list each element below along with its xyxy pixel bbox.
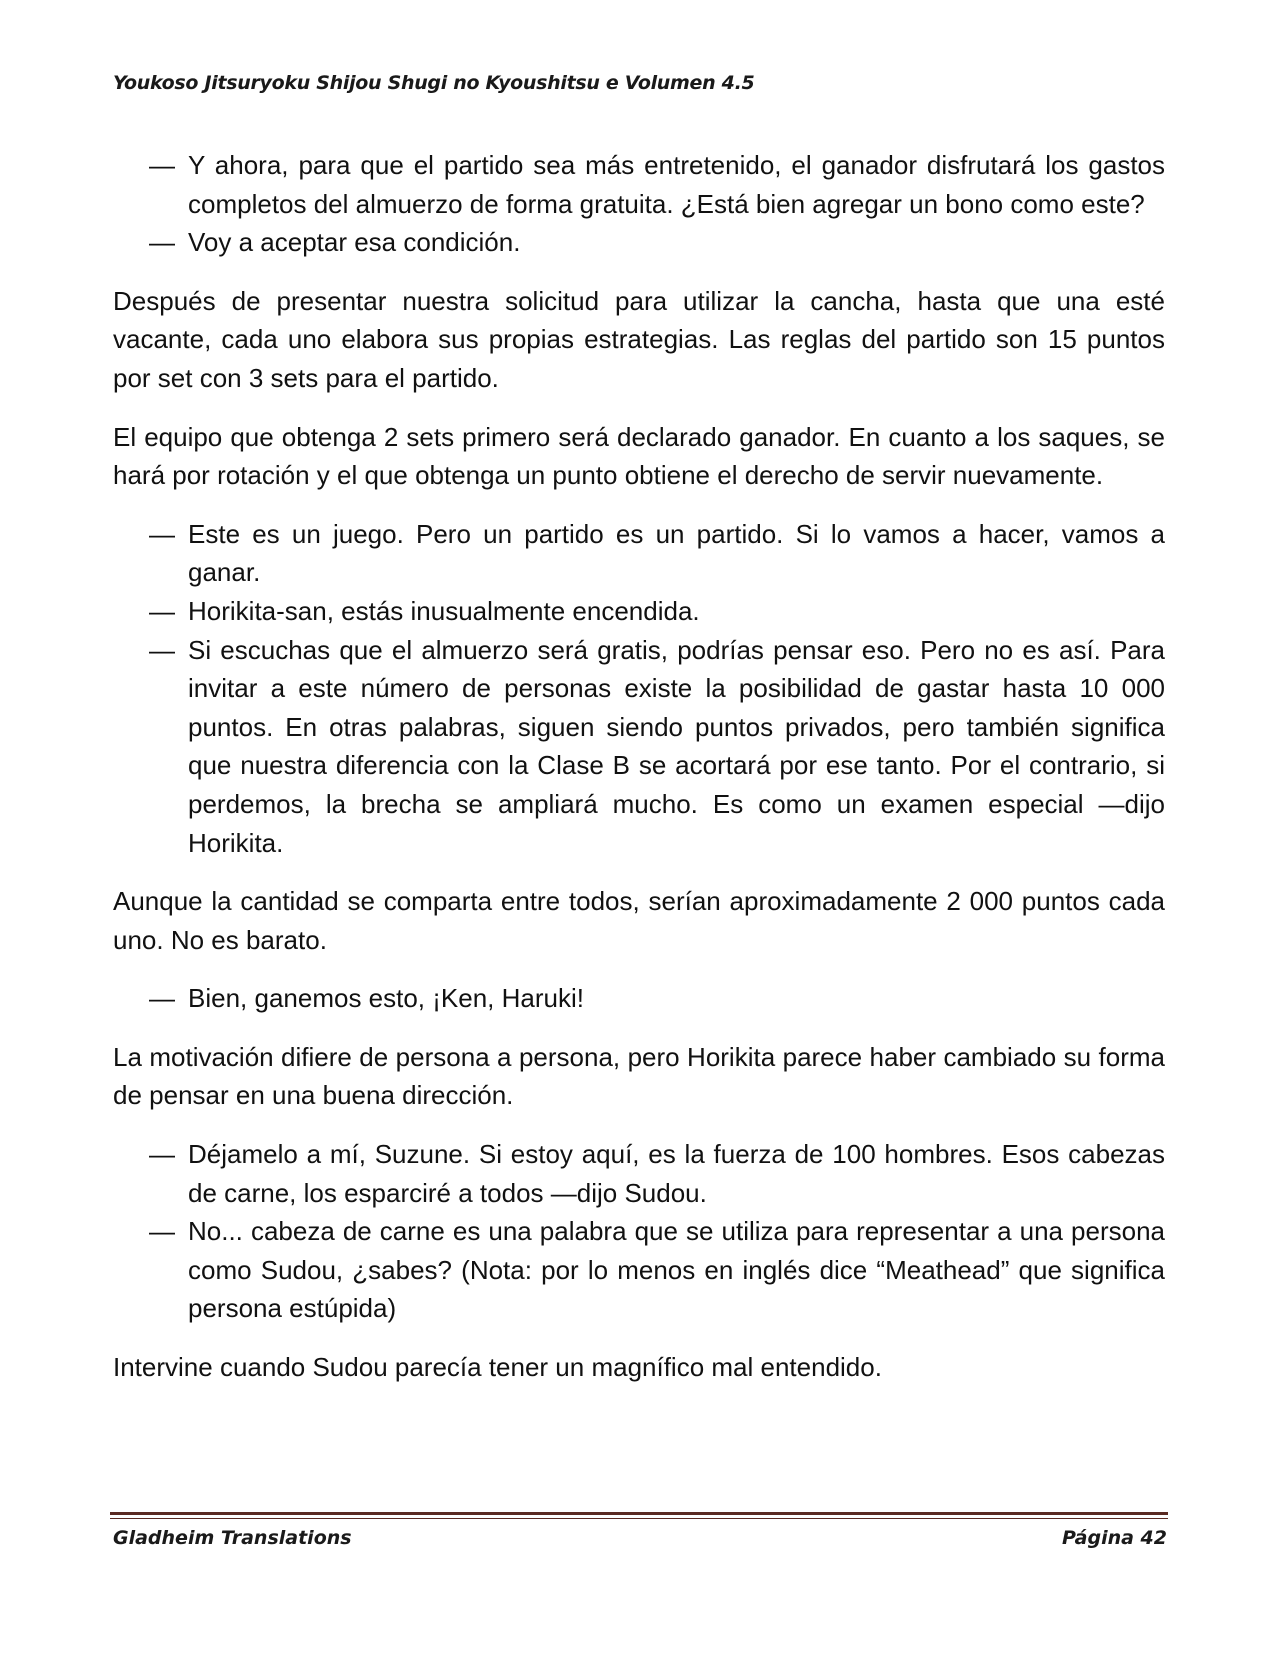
dialog-group (113, 146, 1165, 262)
paragraph: Intervine cuando Sudou parecía tener un magnífico mal entendido. (113, 1352, 882, 1383)
dialog-text: Horikita-san, estás inusualmente encendida. (188, 595, 700, 626)
dialog-group (113, 979, 1165, 1018)
paragraph: Aunque la cantidad se comparta entre todos, serían aproximadamente 2 000 puntos cada uno. No es barato. (113, 886, 1165, 955)
page-body (113, 146, 1165, 1407)
em-dash: — (149, 595, 175, 626)
dialog-text: Si escuchas que el almuerzo será gratis, podrías pensar eso. Pero no es así. Para invitar a este número de personas existe la posibilidad de gastar hasta 10 000 puntos. En otras palabras, siguen siendo puntos privados, pero también significa que nuestra diferencia con la Clase B se acortará por ese tanto. Por el contrario, si perdemos, la brecha se ampliará mucho. Es como un examen especial —dijo Horikita. (188, 634, 1165, 858)
em-dash: — (149, 227, 175, 258)
dialog-text: Y ahora, para que el partido sea más entretenido, el ganador disfrutará los gastos completos del almuerzo de forma gratuita. ¿Está bien agregar un bono como este? (188, 150, 1165, 219)
dialog-group (113, 1135, 1165, 1328)
em-dash: — (149, 983, 175, 1014)
page-number: Página 42 (1061, 1527, 1167, 1549)
dialog-line (113, 979, 1165, 1018)
dialog-line (113, 592, 1165, 631)
dialog-line (113, 631, 1165, 863)
em-dash: — (149, 1216, 175, 1247)
footer-credit: Gladheim Translations (113, 1527, 352, 1549)
em-dash: — (149, 634, 175, 665)
dialog-text: No... cabeza de carne es una palabra que se utiliza para representar a una persona como Sudou, ¿sabes? (Nota: por lo menos en inglés dice “Meathead” que significa persona estúpida) (188, 1216, 1165, 1324)
paragraph: La motivación difiere de persona a persona, pero Horikita parece haber cambiado su forma de pensar en una buena dirección. (113, 1041, 1165, 1111)
paragraph: Después de presentar nuestra solicitud para utilizar la cancha, hasta que una esté vacante, cada uno elabora sus propias estrategias. Las reglas del partido son 15 puntos por set con 3 sets para el partido. (113, 285, 1165, 393)
dialog-line (113, 1135, 1165, 1212)
dialog-text: Voy a aceptar esa condición. (188, 227, 521, 258)
footer-rule (110, 1512, 1168, 1515)
em-dash: — (149, 1139, 175, 1170)
em-dash: — (149, 150, 175, 180)
dialog-line (113, 515, 1165, 592)
dialog-line (113, 223, 1165, 262)
dialog-text: Bien, ganemos esto, ¡Ken, Haruki! (188, 983, 584, 1014)
dialog-text: Déjamelo a mí, Suzune. Si estoy aquí, es la fuerza de 100 hombres. Esos cabezas de carne, los esparciré a todos —dijo Sudou. (188, 1139, 1165, 1208)
dialog-line (113, 1212, 1165, 1328)
dialog-group (113, 515, 1165, 862)
em-dash: — (149, 518, 175, 549)
dialog-text: Este es un juego. Pero un partido es un partido. Si lo vamos a hacer, vamos a ganar. (188, 518, 1165, 588)
running-header: Youkoso Jitsuryoku Shijou Shugi no Kyoushitsu e Volumen 4.5 (113, 72, 755, 94)
paragraph: El equipo que obtenga 2 sets primero será declarado ganador. En cuanto a los saques, se hará por rotación y el que obtenga un punto obtiene el derecho de servir nuevamente. (113, 421, 1165, 491)
dialog-line (113, 146, 1165, 223)
footer-rule-thin (110, 1518, 1168, 1519)
